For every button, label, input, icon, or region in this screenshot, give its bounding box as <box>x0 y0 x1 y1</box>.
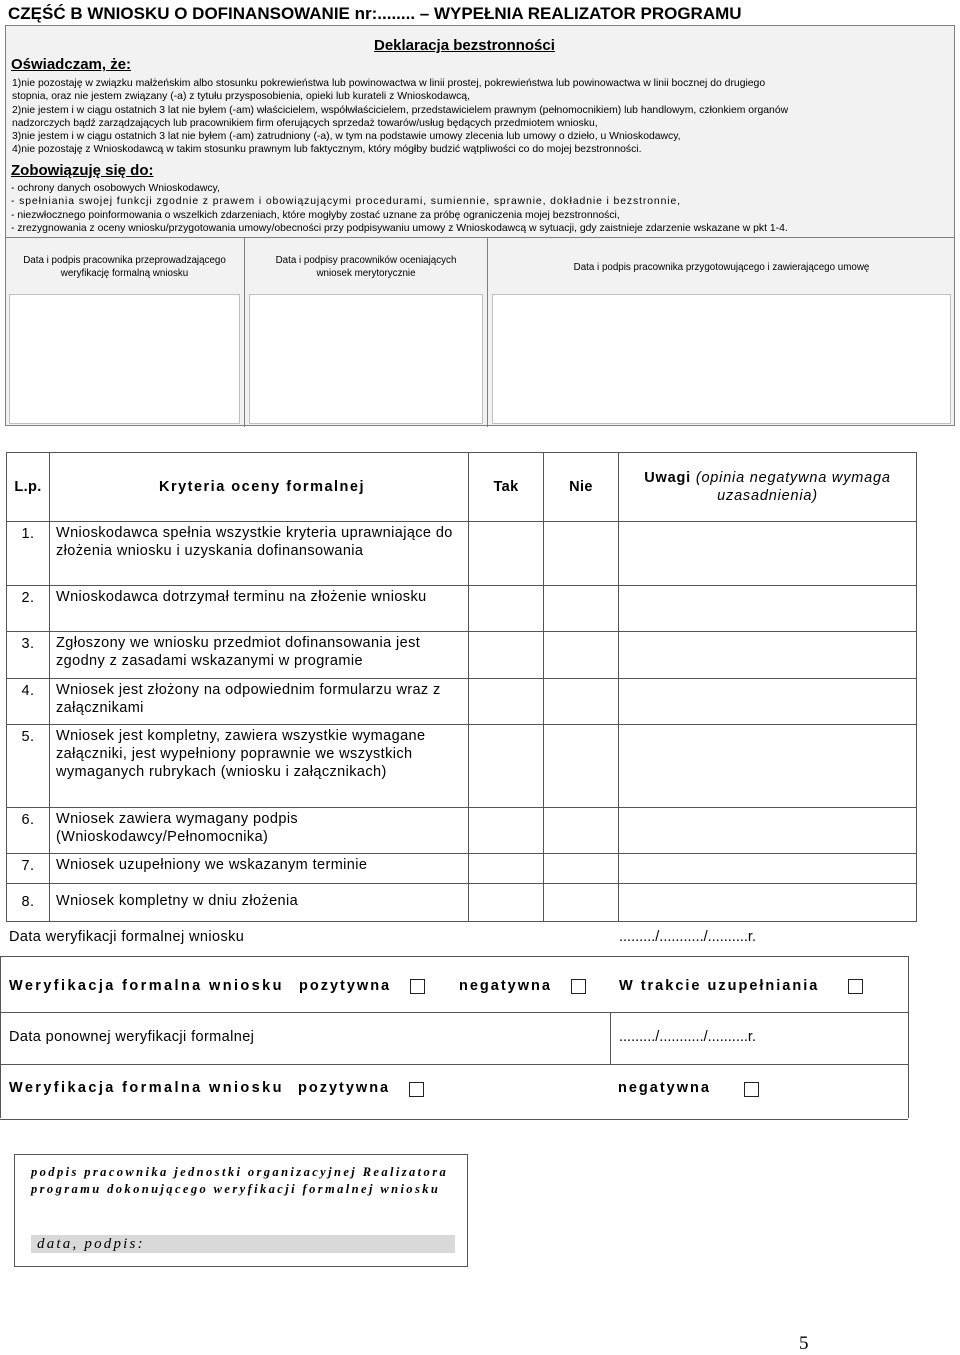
obligations-list <box>11 182 788 235</box>
header-uwagi <box>619 453 917 522</box>
header-lp: L.p. <box>7 453 50 522</box>
criterion-text: Wniosek uzupełniony we wskazanym terminie <box>50 854 469 884</box>
nie-cell[interactable] <box>544 632 619 679</box>
uwagi-italic: uzasadnienia) <box>717 488 818 504</box>
reverification-date-label: Data ponownej weryfikacji formalnej <box>9 1029 255 1045</box>
obligation-line: - zrezygnowania z oceny wniosku/przygotowania umowy/obecności przy podpisywaniu umowy z Wnioskodawcą w sytuacji, gdy zaistnieje zdarzenie wskazane w pkt 1-4. <box>11 222 788 234</box>
criterion-text: Wniosek kompletny w dniu złożenia <box>50 884 469 922</box>
statement-line: 4)nie pozostaję z Wnioskodawcą w takim stosunku prawnym lub faktycznym, który mógłby budzić wątpliwości co do mojej bezstronności. <box>12 144 642 156</box>
tak-cell[interactable] <box>469 808 544 854</box>
signature-cell-formal <box>5 238 245 427</box>
page-number: 5 <box>799 1333 809 1354</box>
uwagi-cell[interactable] <box>619 854 917 884</box>
table-row <box>7 808 917 854</box>
criterion-text: Wniosek zawiera wymagany podpis (Wnioskodawcy/Pełnomocnika) <box>50 808 469 854</box>
negatywna-label: negatywna <box>618 1080 711 1096</box>
verification-date-label: Data weryfikacji formalnej wniosku <box>9 929 245 945</box>
uwagi-cell[interactable] <box>619 808 917 854</box>
pozytywna-checkbox[interactable] <box>409 1082 424 1097</box>
statement-line: nadzorczych bądź zarządzających lub pracownikiem firm oferujących sprzedaż towarów/usług będących przedmiotem wniosku, <box>12 117 598 129</box>
oswiadczam-heading: Oświadczam, że: <box>11 56 132 73</box>
verification-block <box>0 912 960 1122</box>
row-number: 3. <box>7 632 50 679</box>
signature-label: wniosek merytorycznie <box>316 267 416 279</box>
statement-line: 3)nie jestem i w ciągu ostatnich 3 lat nie byłem (-am) zatrudniony (-a), w tym na podstawie umowy zlecenia lub umowy o dzieło, u Wnioskodawcy, <box>12 131 681 143</box>
pozytywna-label: pozytywna <box>299 978 392 994</box>
obligation-line: - spełniania swojej funkcji zgodnie z prawem i obowiązującymi procedurami, sumiennie, sprawnie, dokładnie i bezstronnie, <box>11 196 681 208</box>
header-criteria: Kryteria oceny formalnej <box>50 453 469 522</box>
signature-area[interactable] <box>249 294 483 424</box>
uwagi-cell[interactable] <box>619 586 917 632</box>
uwagi-bold: Uwagi <box>644 470 691 486</box>
uwagi-cell[interactable] <box>619 522 917 586</box>
obligation-line: - niezwłocznego poinformowania o wszelkich zdarzeniach, które mogłyby zostać uznane za próbę ograniczenia mojej bezstronności, <box>11 209 620 221</box>
row-number: 4. <box>7 679 50 725</box>
zobowiazuje-heading: Zobowiązuję się do: <box>11 162 154 179</box>
signature-caption: programu dokonującego weryfikacji formalnej wniosku <box>31 1182 441 1196</box>
declaration-statements <box>12 77 948 157</box>
nie-cell[interactable] <box>544 522 619 586</box>
table-row <box>7 854 917 884</box>
criterion-text: Wniosek jest złożony na odpowiednim formularzu wraz z załącznikami <box>50 679 469 725</box>
signature-label: Data i podpis pracownika przygotowującego i zawierającego umowę <box>573 262 870 273</box>
employee-signature-box <box>14 1154 468 1267</box>
signature-area[interactable] <box>492 294 951 424</box>
statement-line: 1)nie pozostaję w związku małżeńskim albo stosunku pokrewieństwa lub powinowactwa w linii prostej, pokrewieństwa lub powinowactwa w linii bocznej do drugiego <box>12 78 766 89</box>
tak-cell[interactable] <box>469 725 544 808</box>
signature-grid <box>5 237 955 427</box>
tak-cell[interactable] <box>469 854 544 884</box>
table-row <box>7 586 917 632</box>
verification-1-label: Weryfikacja formalna wniosku <box>9 978 284 994</box>
row-number: 7. <box>7 854 50 884</box>
reverification-date-field[interactable]: ........./.........../..........r. <box>619 1029 756 1045</box>
uwagi-cell[interactable] <box>619 632 917 679</box>
negatywna-checkbox[interactable] <box>744 1082 759 1097</box>
row-number: 1. <box>7 522 50 586</box>
tak-cell[interactable] <box>469 632 544 679</box>
verification-date-field[interactable]: ........./.........../..........r. <box>619 929 756 945</box>
signature-label: weryfikację formalną wniosku <box>60 267 189 279</box>
negatywna-label: negatywna <box>459 978 552 994</box>
tak-cell[interactable] <box>469 522 544 586</box>
signature-label: Data i podpis pracownika przeprowadzającego <box>23 255 226 266</box>
declaration-title: Deklaracja bezstronności <box>374 37 555 54</box>
w-trakcie-label: W trakcie uzupełniania <box>619 978 820 994</box>
tak-cell[interactable] <box>469 586 544 632</box>
table-row <box>7 632 917 679</box>
table-row <box>7 725 917 808</box>
pozytywna-checkbox[interactable] <box>410 979 425 994</box>
form-section-title: CZĘŚĆ B WNIOSKU O DOFINANSOWANIE nr:........ – WYPEŁNIA REALIZATOR PROGRAMU <box>8 4 742 23</box>
statement-line: 2)nie jestem i w ciągu ostatnich 3 lat nie byłem (-am) właścicielem, współwłaścicielem, przedstawicielem prawnym (pełnomocnikiem) lub handlowym, członkiem organów <box>12 104 789 116</box>
row-number: 8. <box>7 884 50 922</box>
signature-area[interactable] <box>9 294 240 424</box>
negatywna-checkbox[interactable] <box>571 979 586 994</box>
statement-line: stopnia, oraz nie jestem związany (-a) z tytułu przysposobienia, opieki lub kurateli z Wnioskodawcą, <box>12 91 470 103</box>
row-number: 5. <box>7 725 50 808</box>
pozytywna-label: pozytywna <box>298 1080 391 1096</box>
signature-caption: podpis pracownika jednostki organizacyjnej Realizatora <box>31 1165 449 1179</box>
tak-cell[interactable] <box>469 679 544 725</box>
criterion-text: Wnioskodawca spełnia wszystkie kryteria uprawniające do złożenia wniosku i uzyskania dofinansowania <box>50 522 469 586</box>
row-number: 6. <box>7 808 50 854</box>
row-number: 2. <box>7 586 50 632</box>
uwagi-cell[interactable] <box>619 725 917 808</box>
signature-label: Data i podpisy pracowników oceniających <box>275 255 457 266</box>
nie-cell[interactable] <box>544 586 619 632</box>
signature-cell-merit <box>245 238 488 427</box>
table-row <box>7 522 917 586</box>
nie-cell[interactable] <box>544 808 619 854</box>
obligation-line: - ochrony danych osobowych Wnioskodawcy, <box>11 183 220 194</box>
nie-cell[interactable] <box>544 854 619 884</box>
nie-cell[interactable] <box>544 679 619 725</box>
formal-criteria-table <box>6 452 917 922</box>
table-row <box>7 679 917 725</box>
uwagi-italic: (opinia negatywna wymaga <box>695 470 891 486</box>
table-header-row <box>7 453 917 522</box>
verification-2-label: Weryfikacja formalna wniosku <box>9 1080 284 1096</box>
w-trakcie-checkbox[interactable] <box>848 979 863 994</box>
date-signature-field[interactable]: data, podpis: <box>31 1235 455 1253</box>
uwagi-cell[interactable] <box>619 679 917 725</box>
nie-cell[interactable] <box>544 725 619 808</box>
header-nie: Nie <box>544 453 619 522</box>
signature-cell-contract <box>488 238 955 427</box>
criterion-text: Wniosek jest kompletny, zawiera wszystkie wymagane załączniki, jest wypełniony poprawnie we wszystkich wymaganych rubrykach (wniosku i załącznikach) <box>50 725 469 808</box>
criterion-text: Zgłoszony we wniosku przedmiot dofinansowania jest zgodny z zasadami wskazanymi w programie <box>50 632 469 679</box>
header-tak: Tak <box>469 453 544 522</box>
criterion-text: Wnioskodawca dotrzymał terminu na złożenie wniosku <box>50 586 469 632</box>
